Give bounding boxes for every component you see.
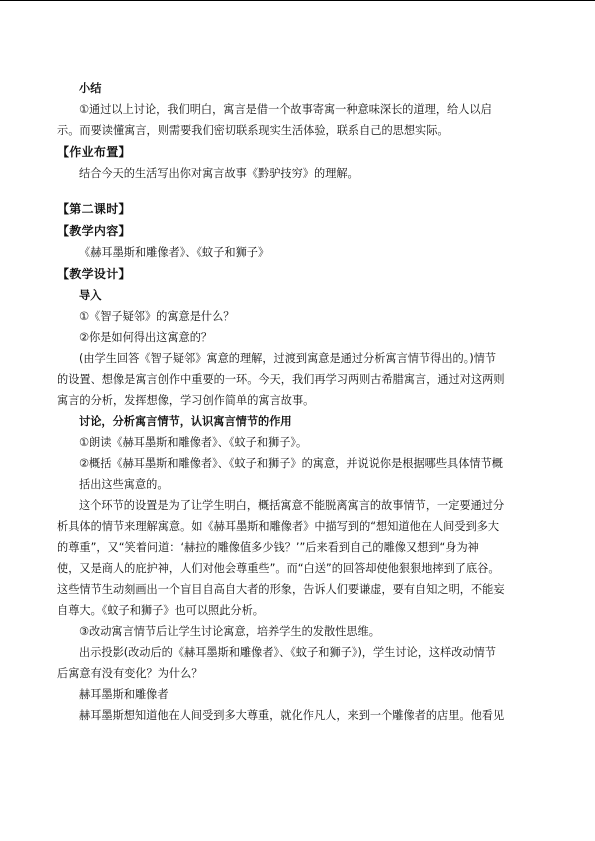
- homework-text: 结合今天的生活写出你对寓言故事《黔驴技穷》的理解。: [79, 167, 359, 180]
- analysis-line-3: 的尊重”，又“笑着问道：‘赫拉的雕像值多少钱？’”后来看到自己的雕像又想到“身为神: [57, 541, 479, 554]
- second-lesson-heading: 【第二课时】: [57, 202, 131, 216]
- summary-point-1-cont: 示。而要读懂寓言，则需要我们密切联系现实生活体验，联系自己的思想实际。: [57, 124, 449, 137]
- homework-heading: 【作业布置】: [57, 145, 131, 159]
- analysis-line-4: 使，又是商人的庇护神，人们对他会尊重些”。而“白送”的回答却使他狠狠地摔到了底谷。: [57, 562, 500, 575]
- teaching-design-heading: 【教学设计】: [57, 267, 131, 281]
- intro-paragraph-line-1: (由学生回答《智子疑邻》寓意的理解，过渡到寓意是通过分析寓言情节得出的。)情节: [79, 352, 497, 365]
- analysis-line-5: 这些情节生动刻画出一个盲目自高自大者的形象，告诉人们要谦虚，要有自知之明，不能妄: [57, 583, 505, 596]
- discussion-step-2: ②概括《赫耳墨斯和雕像者》、《蚊子和狮子》的寓意，并说说你是根据哪些具体情节概: [79, 457, 503, 470]
- discussion-step-1: ①朗读《赫耳墨斯和雕像者》、《蚊子和狮子》。: [79, 436, 308, 449]
- discussion-step-2-cont: 括出这些寓意的。: [79, 478, 169, 491]
- section-gap: [57, 184, 542, 198]
- analysis-line-1: 这个环节的设置是为了让学生明白，概括寓意不能脱离寓言的故事情节，一定要通过分: [79, 499, 505, 512]
- projection-line-1: 出示投影(改动后的《赫耳墨斯和雕像者》、《蚊子和狮子》)，学生讨论，这样改动情节: [79, 646, 497, 659]
- discussion-heading: 讨论，分析寓言情节，认识寓言情节的作用: [79, 415, 292, 428]
- summary-point-1: ①通过以上讨论，我们明白，寓言是借一个故事寄寓一种意味深长的道理，给人以启: [79, 103, 492, 116]
- intro-question-2: ②你是如何得出这寓意的？: [79, 331, 213, 344]
- intro-question-1: ①《智子疑邻》的寓意是什么？: [79, 310, 235, 323]
- story-first-line: 赫耳墨斯想知道他在人间受到多大尊重，就化作凡人，来到一个雕像者的店里。他看见: [79, 709, 505, 722]
- analysis-line-6: 自尊大。《蚊子和狮子》也可以照此分析。: [57, 604, 264, 617]
- teaching-content-heading: 【教学内容】: [57, 224, 131, 238]
- intro-paragraph-line-3: 寓言的分析，发挥想像，学习创作简单的寓言故事。: [57, 394, 315, 407]
- discussion-step-3: ③改动寓言情节后让学生讨论寓意，培养学生的发散性思维。: [79, 625, 380, 638]
- projection-line-2: 后寓意有没有变化？为什么？: [57, 667, 203, 680]
- teaching-content-text: 《赫耳墨斯和雕像者》、《蚊子和狮子》: [79, 246, 270, 259]
- intro-paragraph-line-2: 的设置、想像是寓言创作中重要的一环。今天，我们再学习两则古希腊寓言，通过对这两则: [57, 373, 505, 386]
- summary-heading: 小结: [79, 82, 102, 95]
- intro-heading: 导入: [79, 289, 102, 302]
- story-title: 赫耳墨斯和雕像者: [79, 688, 169, 701]
- page-top-rule: [0, 0, 595, 1]
- analysis-line-2: 析具体的情节来理解寓意。如《赫耳墨斯和雕像者》中描写到的“想知道他在人间受到多大: [57, 520, 500, 533]
- document-page: [57, 78, 542, 726]
